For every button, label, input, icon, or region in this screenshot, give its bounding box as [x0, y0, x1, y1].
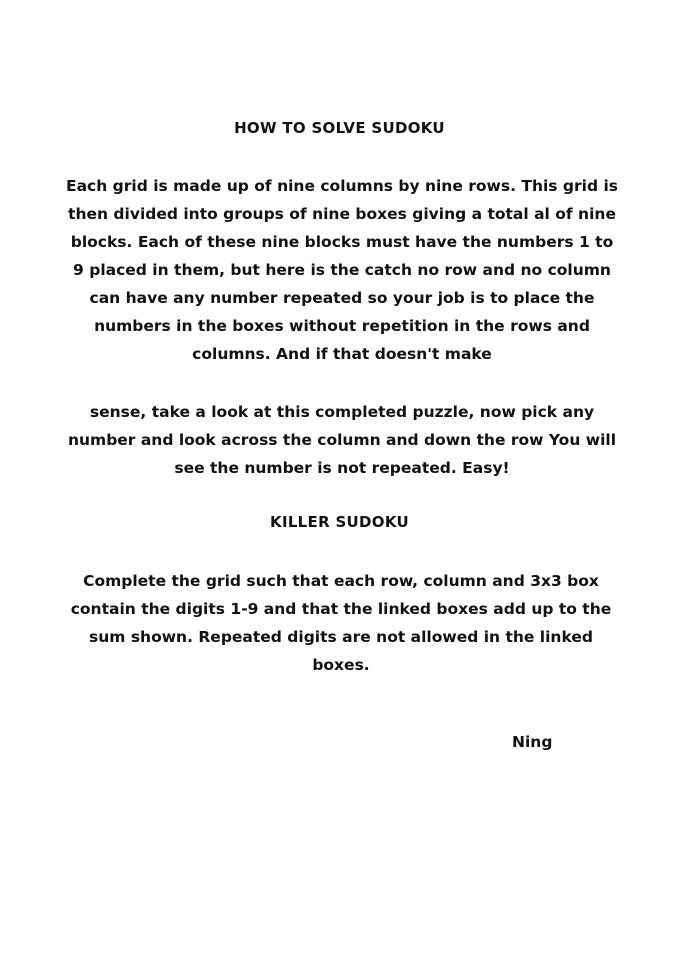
- killer-sudoku-paragraph: Complete the grid such that each row, column and 3x3 box contain the digits 1-9 and that the linked boxes add up to the sum shown. Repeated digits are not allowed in the linked boxes.: [70, 572, 612, 674]
- page-title: HOW TO SOLVE SUDOKU: [234, 119, 445, 137]
- intro-paragraph: Each grid is made up of nine columns by nine rows. This grid is then divided into groups of nine boxes giving a total al of nine blocks. Each of these nine blocks must have the numbers 1 to 9 placed in them, but here is the catch no row and no column can have any number repeated so your job is to place the numbers in the boxes without repetition in the rows and columns. And if that doesn't make: [66, 177, 618, 363]
- section-title-killer-sudoku: KILLER SUDOKU: [270, 513, 409, 531]
- intro-paragraph-continued: sense, take a look at this completed puzzle, now pick any number and look across the column and down the row You will see the number is not repeated. Easy!: [67, 403, 617, 477]
- author-signature: Ning: [512, 733, 553, 751]
